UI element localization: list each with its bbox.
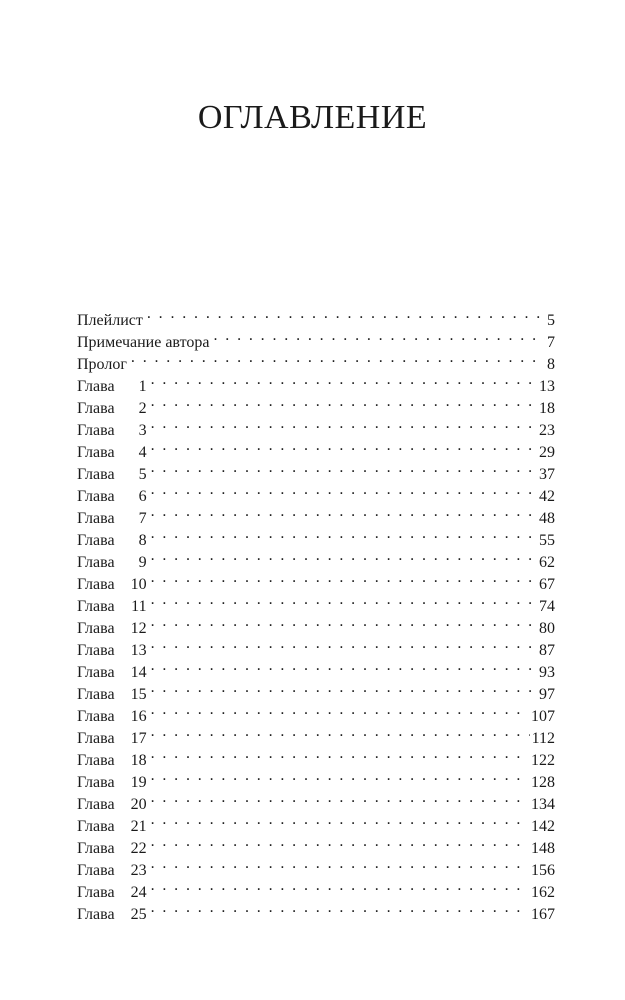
toc-entry-page-number: 87 [537, 640, 555, 662]
toc-entry-chapter-number: 8 [138, 532, 147, 549]
toc-entry[interactable] [77, 369, 555, 395]
toc-entry-title: Глава [77, 532, 115, 549]
toc-entry-page-number: 8 [545, 354, 555, 376]
toc-entry-page-number: 134 [529, 794, 555, 816]
toc-entry-title: Глава [77, 774, 115, 791]
dot-leader [151, 611, 537, 633]
dot-leader [151, 633, 537, 655]
toc-entry-page-number: 29 [537, 442, 555, 464]
toc-entry-chapter-number: 24 [130, 884, 147, 901]
toc-entry-label [77, 838, 151, 860]
toc-entry-label [77, 376, 151, 398]
dot-leader [151, 413, 537, 435]
toc-entry-label [77, 442, 151, 464]
toc-entry-title: Глава [77, 862, 115, 879]
toc-entry-chapter-number: 15 [130, 686, 147, 703]
toc-entry-label [77, 772, 151, 794]
toc-entry-title: Глава [77, 664, 115, 681]
toc-entry-chapter-number: 9 [138, 554, 147, 571]
dot-leader [151, 875, 529, 897]
toc-entry[interactable] [77, 325, 555, 351]
toc-entry-page-number: 167 [529, 904, 555, 926]
toc-entry-label [77, 684, 151, 706]
toc-entry-label [77, 508, 151, 530]
dot-leader [151, 721, 530, 743]
toc-entry-page-number: 13 [537, 376, 555, 398]
dot-leader [151, 853, 529, 875]
toc-entry-chapter-number: 20 [130, 796, 147, 813]
toc-entry-label [77, 728, 151, 750]
toc-entry-chapter-number: 5 [138, 466, 147, 483]
dot-leader [151, 743, 529, 765]
toc-entry-title: Глава [77, 400, 115, 417]
toc-entry-page-number: 122 [529, 750, 555, 772]
toc-entry-page-number: 97 [537, 684, 555, 706]
toc-entry-title: Глава [77, 598, 115, 615]
toc-entry-label [77, 794, 151, 816]
dot-leader [151, 391, 537, 413]
dot-leader [151, 523, 537, 545]
dot-leader [151, 809, 529, 831]
toc-entry-chapter-number: 22 [130, 840, 147, 857]
dot-leader [151, 831, 529, 853]
toc-entry-label [77, 574, 151, 596]
toc-entry-page-number: 80 [537, 618, 555, 640]
toc-entry-title: Глава [77, 906, 115, 923]
dot-leader [151, 479, 537, 501]
toc-entry-title: Глава [77, 466, 115, 483]
dot-leader [213, 325, 545, 347]
toc-entry-title: Примечание автора [77, 334, 210, 351]
toc-entry-chapter-number: 14 [130, 664, 147, 681]
toc-entry-chapter-number: 12 [130, 620, 147, 637]
dot-leader [151, 589, 537, 611]
toc-entry-chapter-number: 7 [138, 510, 147, 527]
toc-entry-label [77, 904, 151, 926]
toc-entry-page-number: 74 [537, 596, 555, 618]
toc-entry-title: Глава [77, 686, 115, 703]
toc-entry-title: Глава [77, 510, 115, 527]
toc-entry-chapter-number: 6 [138, 488, 147, 505]
page-title: ОГЛАВЛЕНИЕ [197, 99, 428, 136]
toc-entry-title: Глава [77, 840, 115, 857]
toc-entry-page-number: 93 [537, 662, 555, 684]
toc-entry-page-number: 48 [537, 508, 555, 530]
toc-entry-chapter-number: 19 [130, 774, 147, 791]
toc-entry-page-number: 42 [537, 486, 555, 508]
toc-entry-label [77, 750, 151, 772]
toc-entry-page-number: 23 [537, 420, 555, 442]
toc-entry-page-number: 162 [529, 882, 555, 904]
toc-entry-title: Глава [77, 818, 115, 835]
toc-entry-label [77, 882, 151, 904]
dot-leader [151, 457, 537, 479]
toc-entry-page-number: 148 [529, 838, 555, 860]
toc-entry-chapter-number: 3 [138, 422, 147, 439]
dot-leader [151, 677, 537, 699]
toc-entry[interactable] [77, 303, 555, 329]
toc-entry-chapter-number: 11 [131, 598, 147, 615]
toc-entry-page-number: 156 [529, 860, 555, 882]
dot-leader [151, 655, 537, 677]
toc-entry-chapter-number: 17 [130, 730, 147, 747]
toc-entry-chapter-number: 23 [130, 862, 147, 879]
toc-entry-title: Глава [77, 554, 115, 571]
toc-entry-page-number: 37 [537, 464, 555, 486]
toc-entry-title: Глава [77, 642, 115, 659]
toc-entry-page-number: 55 [537, 530, 555, 552]
toc-entry-label [77, 310, 147, 332]
toc-entry-label [77, 486, 151, 508]
dot-leader [151, 435, 537, 457]
toc-entry-title: Глава [77, 444, 115, 461]
toc-entry-title: Глава [77, 730, 115, 747]
toc-entry-label [77, 706, 151, 728]
toc-entry-label [77, 530, 151, 552]
toc-entry-chapter-number: 10 [130, 576, 147, 593]
toc-entry-title: Глава [77, 708, 115, 725]
toc-entry-chapter-number: 25 [130, 906, 147, 923]
toc-entry-label [77, 354, 131, 376]
toc-entry-chapter-number: 21 [130, 818, 147, 835]
toc-entry-label [77, 618, 151, 640]
toc-entry-label [77, 860, 151, 882]
toc-entry-page-number: 107 [529, 706, 555, 728]
dot-leader [151, 567, 537, 589]
toc-entry-label [77, 596, 151, 618]
toc-entry-chapter-number: 1 [138, 378, 147, 395]
dot-leader [151, 369, 537, 391]
toc-entry-title: Глава [77, 620, 115, 637]
toc-entry-page-number: 5 [545, 310, 555, 332]
toc-entry-chapter-number: 2 [138, 400, 147, 417]
toc-entry-chapter-number: 4 [138, 444, 147, 461]
toc-entry-title: Глава [77, 576, 115, 593]
dot-leader [151, 765, 529, 787]
dot-leader [147, 303, 545, 325]
toc-entry-page-number: 142 [529, 816, 555, 838]
dot-leader [131, 347, 545, 369]
toc-entry-page-number: 18 [537, 398, 555, 420]
toc-entry-page-number: 112 [530, 728, 555, 750]
dot-leader [151, 699, 529, 721]
toc-entry-page-number: 62 [537, 552, 555, 574]
toc-entry-title: Глава [77, 796, 115, 813]
toc-entry-label [77, 552, 151, 574]
toc-entry-label [77, 662, 151, 684]
toc-entry-label [77, 464, 151, 486]
toc-entry-label [77, 816, 151, 838]
toc-entry-label [77, 640, 151, 662]
toc-entry-title: Плейлист [77, 312, 143, 329]
toc-entry-label [77, 398, 151, 420]
toc-entry-title: Пролог [77, 356, 127, 373]
toc-entry-page-number: 7 [545, 332, 555, 354]
toc-entry-title: Глава [77, 752, 115, 769]
toc-entry-title: Глава [77, 378, 115, 395]
table-of-contents [77, 303, 555, 923]
toc-entry-label [77, 420, 151, 442]
toc-entry-chapter-number: 13 [130, 642, 147, 659]
toc-entry[interactable] [77, 347, 555, 373]
toc-entry-page-number: 67 [537, 574, 555, 596]
toc-entry-title: Глава [77, 422, 115, 439]
toc-entry-title: Глава [77, 884, 115, 901]
toc-entry-title: Глава [77, 488, 115, 505]
toc-entry-chapter-number: 16 [130, 708, 147, 725]
dot-leader [151, 787, 529, 809]
dot-leader [151, 501, 537, 523]
toc-entry-chapter-number: 18 [130, 752, 147, 769]
dot-leader [151, 545, 537, 567]
dot-leader [151, 897, 529, 919]
toc-entry-page-number: 128 [529, 772, 555, 794]
